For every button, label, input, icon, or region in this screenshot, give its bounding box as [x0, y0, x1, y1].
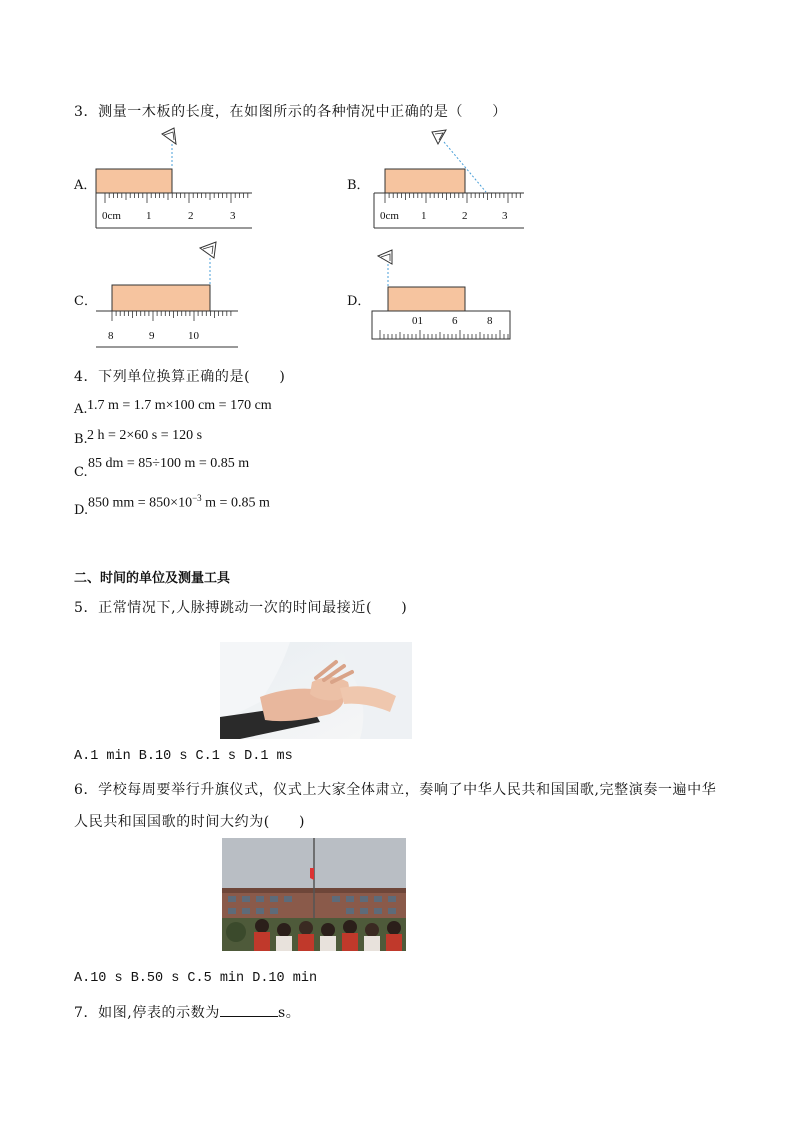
tick-label: 6	[452, 315, 458, 327]
q4-option-b-label: B.	[74, 432, 88, 447]
q4-option-b-equation: 2 h = 2×60 s = 120 s	[87, 428, 203, 443]
ruler	[96, 311, 238, 347]
q4-option-d-label: D.	[74, 503, 89, 518]
q5-options: A.1 min B.10 s C.1 s D.1 ms	[74, 749, 293, 764]
tick-label: 1	[146, 210, 152, 222]
section-title: 二、时间的单位及测量工具	[74, 571, 231, 586]
q3-option-c-label: C．	[74, 294, 97, 309]
tick-label: 2	[462, 210, 468, 222]
q7-stem: 7．如图,停表的示数为 s。	[74, 1005, 301, 1021]
q4-option-c-label: C.	[74, 465, 88, 480]
eye-icon	[162, 128, 176, 144]
pulse-photo	[220, 642, 412, 739]
q5-stem: 5．正常情况下,人脉搏跳动一次的时间最接近( )	[74, 600, 408, 616]
wooden-board	[96, 169, 172, 193]
tick-label: 2	[188, 210, 194, 222]
tick-label: 8	[108, 330, 114, 342]
q4-option-d-equation: 850 mm = $850\times 10^{-3}$ m = 0.85 m	[88, 493, 270, 511]
tick-label: 8	[487, 315, 493, 327]
q4-option-a-label: A.	[74, 402, 88, 417]
q6-options: A.10 s B.50 s C.5 min D.10 min	[74, 971, 318, 986]
q6-stem-line-2: 人民共和国国歌的时间大约为( )	[74, 814, 306, 830]
q6-stem-line-1: 6．学校每周要举行升旗仪式，仪式上大家全体肃立，奏响了中华人民共和国国歌,完整演奏一遍中华	[74, 782, 717, 798]
tick-label: 3	[230, 210, 236, 222]
flag-ceremony-photo	[222, 838, 406, 951]
tick-label: 1	[421, 210, 427, 222]
wooden-board	[385, 169, 465, 193]
q3-figure-d	[368, 244, 518, 346]
eye-icon	[432, 130, 446, 144]
tick-label: 0cm	[380, 210, 399, 222]
q4-option-c-equation: 85 dm = 85÷100 m = 0.85 m	[88, 456, 250, 471]
wooden-board	[388, 287, 465, 311]
q3-figure-b	[368, 126, 538, 232]
tick-label: 3	[502, 210, 508, 222]
tick-label: 0cm	[102, 210, 121, 222]
eye-icon	[378, 250, 392, 264]
answer-blank[interactable]	[220, 1004, 278, 1017]
q3-figure-a	[90, 126, 260, 232]
q3-option-a-label: A．	[74, 178, 97, 193]
tick-label: 10	[188, 330, 199, 342]
q3-stem: 3．测量一木板的长度，在如图所示的各种情况中正确的是（ ）	[74, 104, 507, 120]
q4-option-a-equation: 1.7 m = 1.7 m×100 cm = 170 cm	[87, 398, 272, 413]
tick-label: 01	[412, 315, 423, 327]
q3-figure-c	[90, 238, 260, 350]
tick-label: 9	[149, 330, 155, 342]
eye-icon	[200, 242, 216, 258]
q4-stem: 4．下列单位换算正确的是( )	[74, 369, 286, 385]
q3-option-d-label: D．	[347, 294, 371, 309]
wooden-board	[112, 285, 210, 311]
q3-option-b-label: B．	[347, 178, 370, 193]
